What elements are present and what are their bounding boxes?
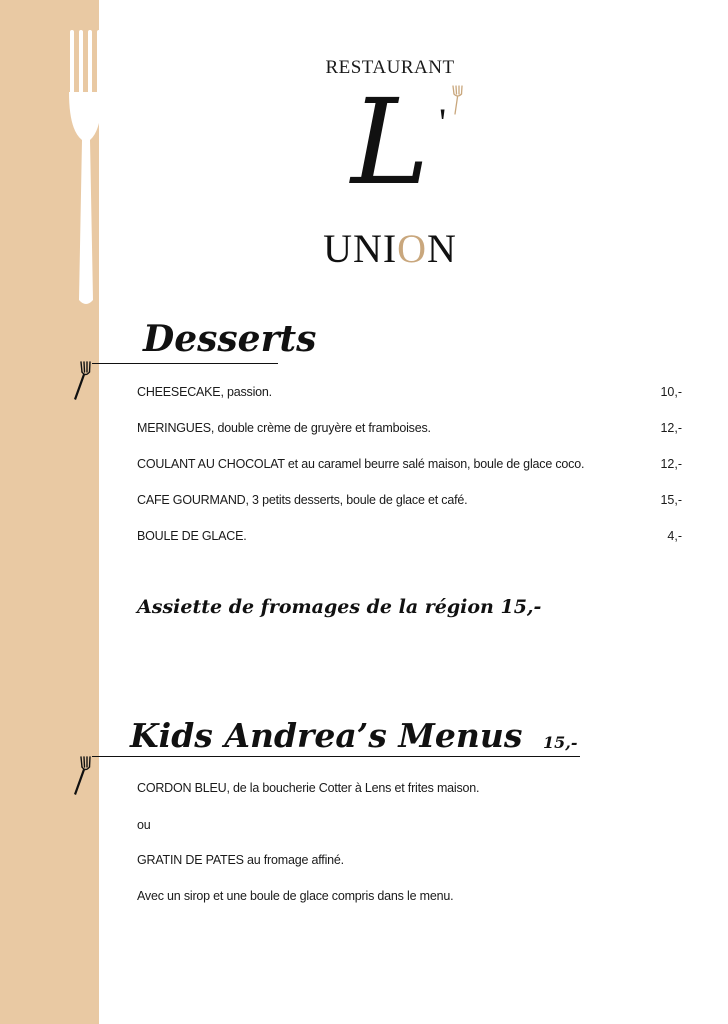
dessert-item-price: 10,- <box>660 385 682 399</box>
logo-letter: L <box>350 73 430 211</box>
dessert-item-name: COULANT AU CHOCOLAT et au caramel beurre salé maison, boule de glace coco. <box>137 457 585 471</box>
desserts-title-rule <box>92 363 278 364</box>
dessert-item <box>137 457 682 471</box>
kids-menu-price: 15,- <box>543 733 578 752</box>
large-fork-icon <box>66 30 106 310</box>
dessert-item-name: CHEESECAKE, passion. <box>137 385 272 399</box>
cheese-plate-line: Assiette de fromages de la région 15,- <box>137 596 542 618</box>
dessert-item-price: 12,- <box>660 421 682 435</box>
logo-apostrophe: ' <box>439 100 447 145</box>
logo-restaurant-word: RESTAURANT <box>325 57 455 78</box>
kids-menu-line: Avec un sirop et une boule de glace compris dans le menu. <box>137 889 454 903</box>
logo-union-end: N <box>427 226 457 271</box>
desserts-fork-icon <box>72 360 92 402</box>
kids-menu-title: Kids Andrea’s Menus <box>130 716 523 755</box>
kids-menu-line: ou <box>137 818 151 832</box>
dessert-item-name: MERINGUES, double crème de gruyère et framboises. <box>137 421 431 435</box>
dessert-item-price: 4,- <box>667 529 682 543</box>
dessert-item-name: BOULE DE GLACE. <box>137 529 247 543</box>
dessert-item <box>137 529 682 543</box>
logo-union-start: UNI <box>323 226 398 271</box>
kids-fork-icon <box>72 755 92 797</box>
logo-union-word <box>300 225 480 272</box>
kids-title-rule <box>92 756 580 757</box>
dessert-item-price: 12,- <box>660 457 682 471</box>
desserts-title: Desserts <box>143 318 317 360</box>
dessert-item <box>137 421 682 435</box>
dessert-item <box>137 385 682 399</box>
dessert-item-name: CAFE GOURMAND, 3 petits desserts, boule de glace et café. <box>137 493 468 507</box>
kids-menu-line: CORDON BLEU, de la boucherie Cotter à Lens et frites maison. <box>137 781 480 795</box>
dessert-item <box>137 493 682 507</box>
logo-fork-icon <box>450 85 464 115</box>
logo-union-accent-letter: O <box>397 226 428 271</box>
restaurant-logo <box>300 55 480 270</box>
dessert-item-price: 15,- <box>660 493 682 507</box>
kids-menu-line: GRATIN DE PATES au fromage affiné. <box>137 853 344 867</box>
